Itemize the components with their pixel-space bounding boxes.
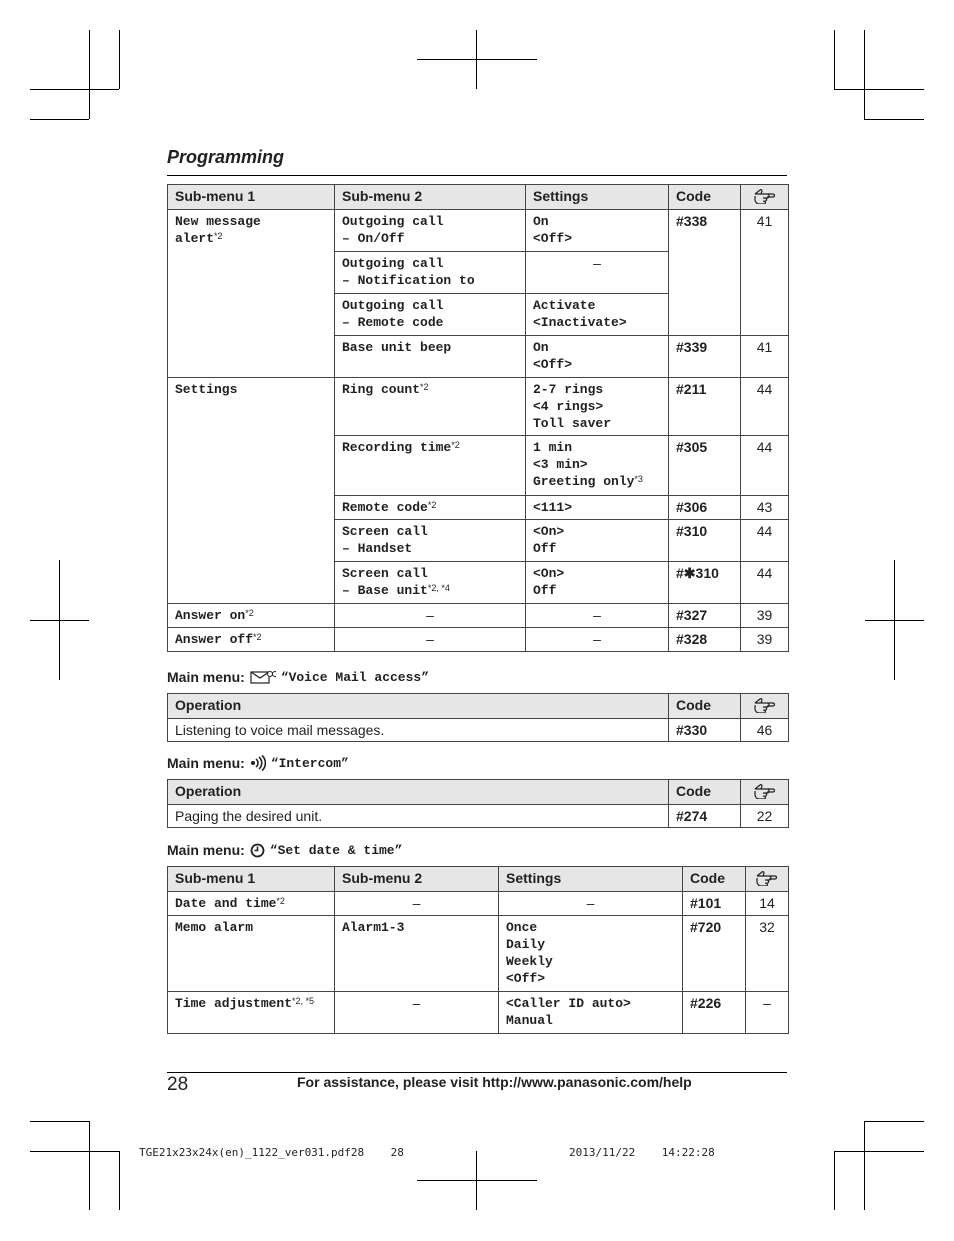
cell-sub-menu-2: Recording time$^{*2}$ xyxy=(335,436,526,496)
cell-page: 14 xyxy=(746,892,789,916)
col-header-page xyxy=(741,185,789,210)
crop-mark xyxy=(89,1121,90,1210)
cell-sub-menu-2: Remote code$^{*2}$ xyxy=(335,496,526,520)
cell-page: 44 xyxy=(741,520,789,562)
cell-settings: <111> xyxy=(526,496,669,520)
cell-sub-menu-2: Alarm1-3 xyxy=(335,916,499,992)
crop-mark xyxy=(834,1151,924,1152)
print-slug-file: TGE21x23x24x(en)_1122_ver031.pdf28 28 xyxy=(139,1146,404,1159)
col-header-sub-menu-2: Sub-menu 2 xyxy=(335,185,526,210)
table-row xyxy=(168,916,789,992)
table-row xyxy=(168,628,789,652)
col-header-sub-menu-2: Sub-menu 2 xyxy=(335,867,499,892)
cell-settings: – xyxy=(526,252,669,294)
table-row xyxy=(168,210,789,252)
pointing-hand-icon xyxy=(753,783,777,799)
cell-code: #274 xyxy=(669,805,741,828)
cell-settings: 1 min <3 min> Greeting only$^{*3}$ xyxy=(526,436,669,496)
crop-mark xyxy=(834,1151,835,1210)
col-header-code: Code xyxy=(683,867,746,892)
crop-mark xyxy=(119,1151,120,1210)
cell-page: 32 xyxy=(746,916,789,992)
cell-sub-menu-2: Ring count$^{*2}$ xyxy=(335,378,526,436)
cell-code: #306 xyxy=(669,496,741,520)
cell-page: 46 xyxy=(741,719,789,742)
cell-sub-menu-2: Outgoing call – Remote code xyxy=(335,294,526,336)
col-header-settings: Settings xyxy=(499,867,683,892)
cell-sub-menu-1: Date and time$^{*2}$ xyxy=(168,892,335,916)
table-row xyxy=(168,992,789,1034)
cell-code: #211 xyxy=(669,378,741,436)
cell-settings: – xyxy=(526,628,669,652)
table-row xyxy=(168,805,789,828)
cell-code: #101 xyxy=(683,892,746,916)
col-header-page xyxy=(746,867,789,892)
table-row xyxy=(168,604,789,628)
cell-page: 44 xyxy=(741,436,789,496)
cell-sub-menu-1: Time adjustment$^{*2, *5}$ xyxy=(168,992,335,1034)
col-header-code: Code xyxy=(669,780,741,805)
table-row xyxy=(168,719,789,742)
cell-sub-menu-1: Settings xyxy=(168,378,335,604)
col-header-settings: Settings xyxy=(526,185,669,210)
cell-sub-menu-1: New message alert$^{*2}$ xyxy=(168,210,335,378)
cell-code: #330 xyxy=(669,719,741,742)
cell-sub-menu-2: – xyxy=(335,992,499,1034)
section-title: Programming xyxy=(167,147,285,167)
cell-sub-menu-1: Answer off$^{*2}$ xyxy=(168,628,335,652)
pointing-hand-icon xyxy=(755,870,779,886)
crop-mark xyxy=(864,1121,924,1122)
cell-page: 44 xyxy=(741,562,789,604)
cell-settings: <Caller ID auto> Manual xyxy=(499,992,683,1034)
col-header-sub-menu-1: Sub-menu 1 xyxy=(168,185,335,210)
crop-mark xyxy=(30,620,89,621)
cell-sub-menu-1: Answer $on^{*2}$ xyxy=(168,604,335,628)
crop-mark xyxy=(864,119,924,120)
crop-mark xyxy=(30,1151,119,1152)
date-time-menu-heading: Main menu: “Set date & time” xyxy=(167,842,403,858)
star-key-icon: ✱ xyxy=(683,565,696,581)
crop-mark xyxy=(30,119,89,120)
table-row xyxy=(168,892,789,916)
cell-code: #305 xyxy=(669,436,741,496)
cell-sub-menu-2: Outgoing call – On/Off xyxy=(335,210,526,252)
crop-mark xyxy=(30,89,119,90)
cell-page: 43 xyxy=(741,496,789,520)
table-header-row xyxy=(168,867,789,892)
cell-sub-menu-2: – xyxy=(335,604,526,628)
voice-mail-menu-heading: Main menu: “Voice Mail access” xyxy=(167,669,430,685)
cell-code: #338 xyxy=(669,210,741,336)
clock-icon xyxy=(250,843,265,858)
col-header-operation: Operation xyxy=(168,694,669,719)
table-header-row xyxy=(168,185,789,210)
crop-mark xyxy=(119,30,120,89)
crop-mark xyxy=(864,1121,865,1210)
print-slug-date: 2013/11/22 14:22:28 xyxy=(569,1146,715,1159)
cell-operation: Listening to voice mail messages. xyxy=(168,719,669,742)
pointing-hand-icon xyxy=(753,188,777,204)
date-time-table xyxy=(167,866,789,1034)
footer-rule xyxy=(167,1072,787,1073)
cell-sub-menu-2: Screen call – Handset xyxy=(335,520,526,562)
cell-settings: <On> Off xyxy=(526,520,669,562)
crop-mark xyxy=(834,30,835,89)
cell-settings: On <Off> xyxy=(526,336,669,378)
col-header-page xyxy=(741,694,789,719)
cell-sub-menu-2: Base unit beep xyxy=(335,336,526,378)
crop-mark xyxy=(30,1121,89,1122)
cell-page: 22 xyxy=(741,805,789,828)
intercom-menu-heading: Main menu: “Intercom” xyxy=(167,755,349,771)
cell-page: 39 xyxy=(741,628,789,652)
cell-page: – xyxy=(746,992,789,1034)
cell-sub-menu-2: Outgoing call – Notification to xyxy=(335,252,526,294)
cell-code: #339 xyxy=(669,336,741,378)
cell-code: #✱310 xyxy=(669,562,741,604)
col-header-code: Code xyxy=(669,694,741,719)
col-header-code: Code xyxy=(669,185,741,210)
title-rule xyxy=(167,175,787,176)
cell-sub-menu-2: Screen call – Base unit$^{*2, *4}$ xyxy=(335,562,526,604)
voice-mail-table xyxy=(167,693,789,742)
settings-table xyxy=(167,184,789,652)
crop-mark xyxy=(864,30,865,119)
crop-mark xyxy=(865,620,924,621)
cell-page: 39 xyxy=(741,604,789,628)
cell-code: #328 xyxy=(669,628,741,652)
help-text: For assistance, please visit http://www.panasonic.com/help xyxy=(297,1074,692,1090)
crop-mark xyxy=(89,30,90,119)
cell-sub-menu-2: – xyxy=(335,628,526,652)
col-header-operation: Operation xyxy=(168,780,669,805)
cell-page: 41 xyxy=(741,210,789,336)
cell-settings: Activate <Inactivate> xyxy=(526,294,669,336)
cell-settings: On <Off> xyxy=(526,210,669,252)
crop-mark xyxy=(417,1180,537,1181)
cell-settings: – xyxy=(526,604,669,628)
cell-code: #720 xyxy=(683,916,746,992)
cell-code: #310 xyxy=(669,520,741,562)
page-number: 28 xyxy=(167,1074,189,1095)
cell-settings: <On> Off xyxy=(526,562,669,604)
cell-code: #226 xyxy=(683,992,746,1034)
pointing-hand-icon xyxy=(753,697,777,713)
intercom-waves-icon xyxy=(250,755,266,771)
col-header-sub-menu-1: Sub-menu 1 xyxy=(168,867,335,892)
cell-sub-menu-2: – xyxy=(335,892,499,916)
crop-mark xyxy=(417,59,537,60)
cell-settings: Once Daily Weekly <Off> xyxy=(499,916,683,992)
cell-sub-menu-1: Memo alarm xyxy=(168,916,335,992)
cell-page: 41 xyxy=(741,336,789,378)
crop-mark xyxy=(834,89,924,90)
cell-page: 44 xyxy=(741,378,789,436)
envelope-tape-icon xyxy=(250,669,276,685)
cell-code: #327 xyxy=(669,604,741,628)
cell-settings: 2-7 rings <4 rings> Toll saver xyxy=(526,378,669,436)
table-header-row xyxy=(168,780,789,805)
cell-settings: – xyxy=(499,892,683,916)
intercom-table xyxy=(167,779,789,828)
col-header-page xyxy=(741,780,789,805)
cell-operation: Paging the desired unit. xyxy=(168,805,669,828)
table-row xyxy=(168,378,789,436)
table-header-row xyxy=(168,694,789,719)
